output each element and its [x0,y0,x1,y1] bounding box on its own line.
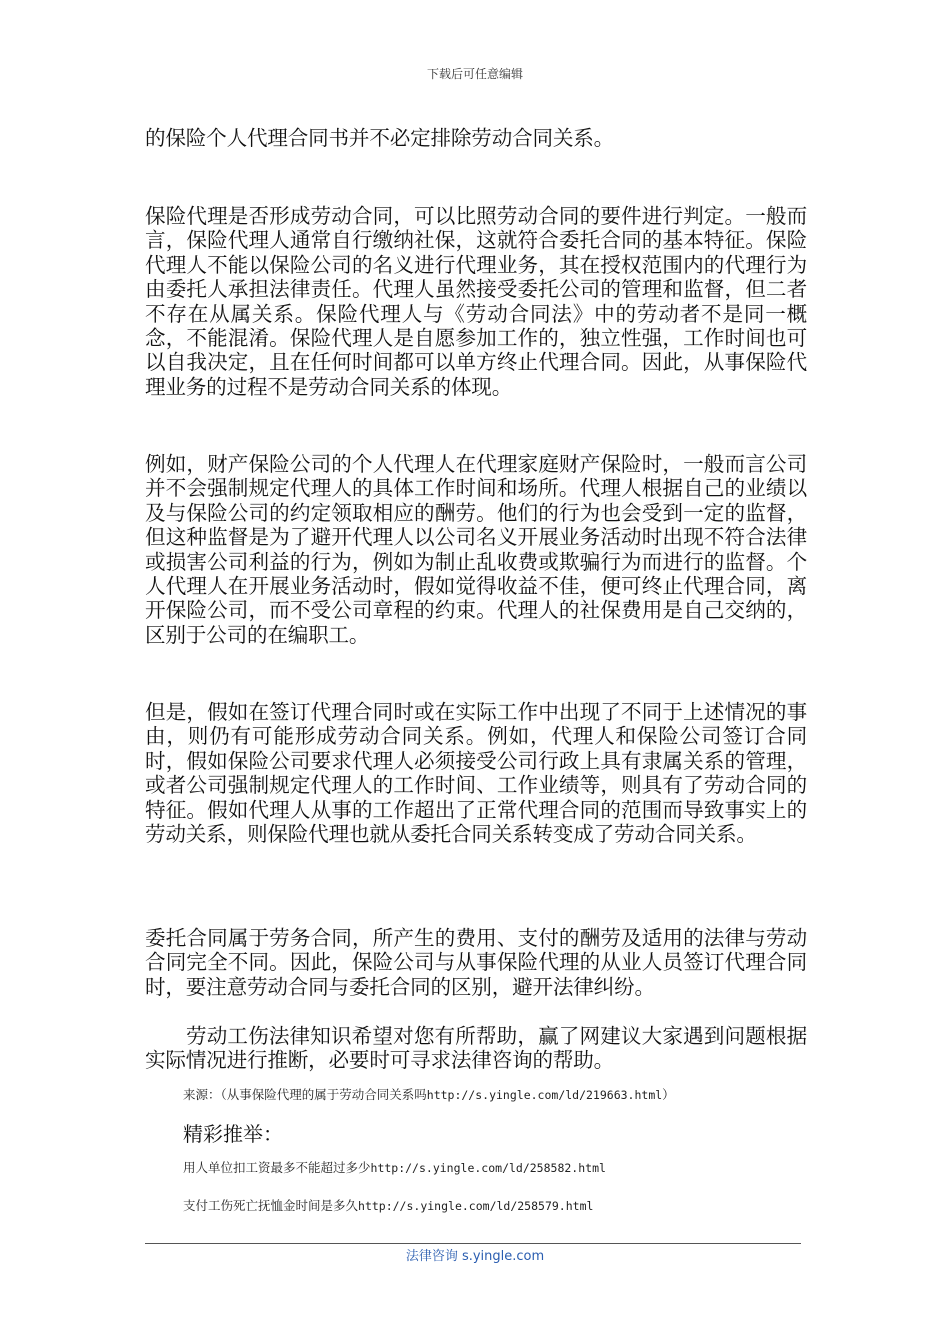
recommend-item [183,1198,803,1214]
footer-divider [145,1243,801,1244]
source-close: ） [662,1087,675,1102]
recommend-item-title: 支付工伤死亡抚恤金时间是多久 [183,1198,359,1213]
source-link[interactable]: http://s.yingle.com/ld/219663.html [426,1088,663,1102]
recommend-item-link[interactable]: http://s.yingle.com/ld/258579.html [358,1199,594,1213]
paragraph-judgement: 保险代理是否形成劳动合同，可以比照劳动合同的要件进行判定。一般而言，保险代理人通常自行缴纳社保，这就符合委托合同的基本特征。保险代理人不能以保险公司的名义进行代理业务，其在授权范围内的代理行为由委托人承担法律责任。代理人虽然接受委托公司的管理和监督，但二者不存在从属关系。保险代理人与《劳动合同法》中的劳动者不是同一概念，不能混淆。保险代理人是自愿参加工作的，独立性强，工作时间也可以自我决定，且在任何时间都可以单方终止代理合同。因此，从事保险代理业务的过程不是劳动合同关系的体现。 [145,204,807,399]
recommend-item-link[interactable]: http://s.yingle.com/ld/258582.html [370,1161,606,1175]
source-line [183,1087,803,1103]
paragraph-continuation: 的保险个人代理合同书并不必定排除劳动合同关系。 [145,126,615,150]
recommend-item-title: 用人单位扣工资最多不能超过多少 [183,1160,371,1175]
paragraph-closing-note: 劳动工伤法律知识希望对您有所帮助，赢了网建议大家遇到问题根据实际情况进行推断，必要时可寻求法律咨询的帮助。 [145,1024,807,1073]
recommend-heading: 精彩推举： [183,1122,283,1146]
paragraph-exception: 但是，假如在签订代理合同时或在实际工作中出现了不同于上述情况的事由，则仍有可能形成劳动合同关系。例如，代理人和保险公司签订合同时，假如保险公司要求代理人必须接受公司行政上具有隶属关系的管理，或者公司强制规定代理人的工作时间、工作业绩等，则具有了劳动合同的特征。假如代理人从事的工作超出了正常代理合同的范围而导致事实上的劳动关系，则保险代理也就从委托合同关系转变成了劳动合同关系。 [145,700,807,847]
paragraph-conclusion: 委托合同属于劳务合同，所产生的费用、支付的酬劳及适用的法律与劳动合同完全不同。因此，保险公司与从事保险代理的从业人员签订代理合同时，要注意劳动合同与委托合同的区别，避开法律纠纷。 [145,926,807,999]
footer-link[interactable]: 法律咨询 s.yingle.com [405,1249,545,1264]
recommend-item [183,1160,803,1176]
page-header: 下载后可任意编辑 [426,67,523,81]
paragraph-example: 例如，财产保险公司的个人代理人在代理家庭财产保险时，一般而言公司并不会强制规定代理人的具体工作时间和场所。代理人根据自己的业绩以及与保险公司的约定领取相应的酬劳。他们的行为也会受到一定的监督，但这种监督是为了避开代理人以公司名义开展业务活动时出现不符合法律或损害公司利益的行为，例如为制止乱收费或欺骗行为而进行的监督。个人代理人在开展业务活动时，假如觉得收益不佳，便可终止代理合同，离开保险公司，而不受公司章程的约束。代理人的社保费用是自己交纳的，区别于公司的在编职工。 [145,452,807,647]
source-label: 来源：（从事保险代理的属于劳动合同关系吗 [183,1087,427,1102]
